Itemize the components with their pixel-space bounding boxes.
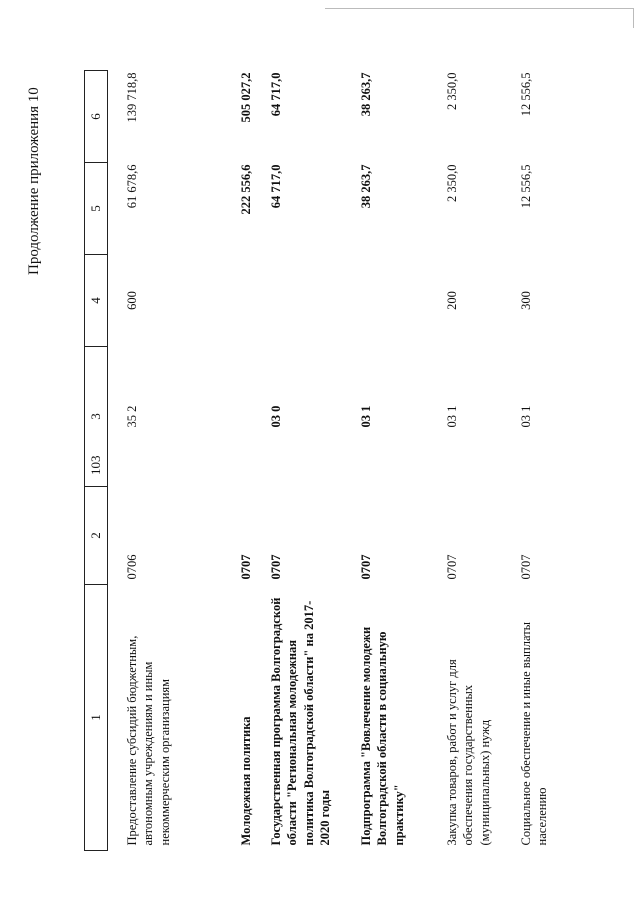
amount-col6: 2 350,0: [445, 72, 459, 110]
col-header: 1: [85, 585, 108, 851]
col-header: 2: [85, 487, 108, 585]
expense-type: [354, 255, 440, 347]
section-code: 0707: [239, 554, 253, 580]
amount-col6: 139 718,8: [125, 72, 139, 123]
table-row: [514, 71, 582, 851]
expense-type: 600: [125, 291, 139, 310]
target-code: 35 2: [125, 405, 139, 428]
target-code: 03 1: [359, 405, 373, 428]
expense-type: 200: [445, 291, 459, 310]
section-code: 0707: [359, 554, 373, 580]
section-code: 0707: [519, 554, 533, 580]
row-label: Государственная программа Волгоградской области "Региональная молодежная политика Волгоградской области" на 2017-2020 годы: [269, 597, 332, 846]
amount-col5: 64 717,0: [269, 164, 283, 209]
table-row: [264, 71, 354, 851]
amount-col6: 12 556,5: [519, 72, 533, 117]
amount-col5: 38 263,7: [359, 164, 373, 209]
section-code: 0707: [269, 554, 283, 580]
amount-col5: 61 678,6: [125, 164, 139, 209]
amount-col6: 64 717,0: [269, 72, 283, 117]
header-row: [85, 71, 108, 851]
table-row: [440, 71, 514, 851]
page-number: 103: [88, 455, 103, 475]
row-label: Социальное обеспечение и иные выплаты населению: [519, 621, 550, 846]
section-code: 0706: [125, 554, 139, 580]
table-row: [108, 71, 235, 851]
row-label: Закупка товаров, работ и услуг для обеспечения государственных (муниципальных) нужд: [445, 659, 492, 846]
target-code: 03 0: [269, 405, 283, 428]
expense-type: 300: [519, 291, 533, 310]
col-header: 3: [85, 347, 108, 487]
amount-col6: 38 263,7: [359, 72, 373, 117]
row-label: Предоставление субсидий бюджетным, автономным учреждениям и иным некоммерческим организациям: [125, 635, 172, 846]
expense-type: [234, 255, 264, 347]
amount-col5: 2 350,0: [445, 164, 459, 202]
row-label: Молодежная политика: [239, 716, 253, 846]
expense-type: [264, 255, 354, 347]
amount-col5: 12 556,5: [519, 164, 533, 209]
amount-col6: 505 027,2: [239, 72, 253, 123]
table-row: [234, 71, 264, 851]
amount-col5: 222 556,6: [239, 164, 253, 215]
budget-table: [84, 70, 582, 851]
target-code: [234, 347, 264, 487]
col-header: 4: [85, 255, 108, 347]
target-code: 03 1: [519, 405, 533, 428]
col-header: 6: [85, 71, 108, 163]
table-row: [354, 71, 440, 851]
row-label: Подпрограмма "Вовлечение молодежи Волгоградской области в социальную практику": [359, 626, 406, 846]
continuation-caption: Продолжение приложения 10: [26, 87, 42, 275]
section-code: 0707: [445, 554, 459, 580]
col-header: 5: [85, 163, 108, 255]
target-code: 03 1: [445, 405, 459, 428]
